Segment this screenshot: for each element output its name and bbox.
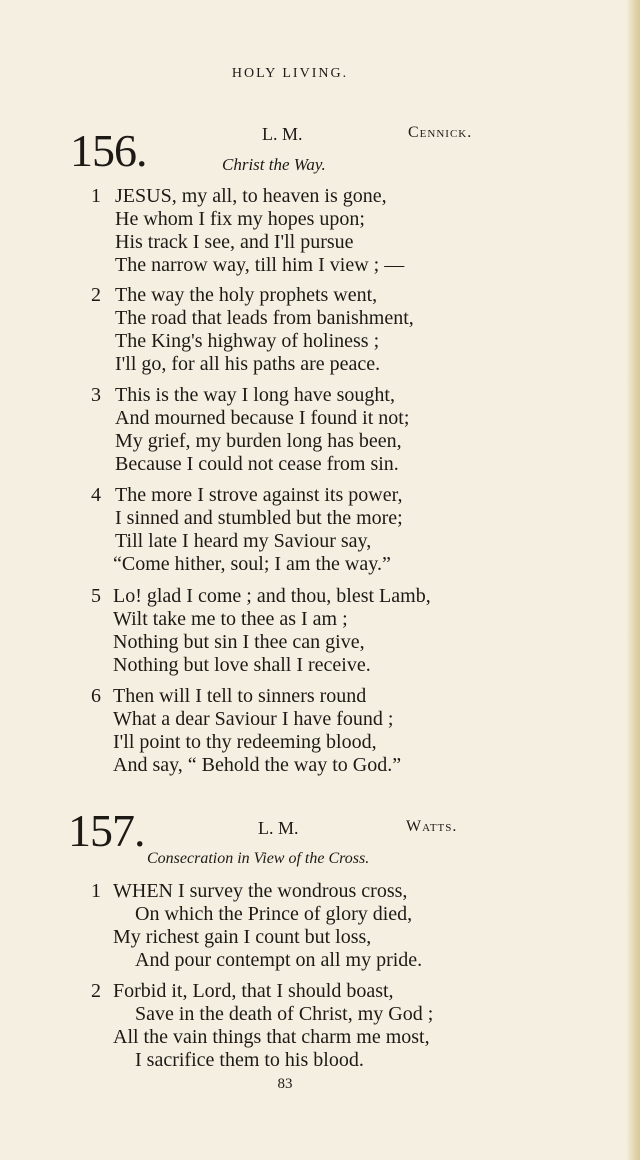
verse-line: Lo! glad I come ; and thou, blest Lamb,: [113, 585, 431, 607]
verse-line: JESUS, my all, to heaven is gone,: [115, 185, 387, 207]
verse-line: Because I could not cease from sin.: [115, 453, 399, 475]
verse-line: I'll go, for all his paths are peace.: [115, 353, 381, 375]
stanza-number: 5: [91, 585, 101, 607]
verse-line: Then will I tell to sinners round: [113, 685, 367, 707]
verse-line: And say, “ Behold the way to God.”: [113, 754, 402, 776]
hymn-author: Watts.: [406, 818, 458, 835]
verse-line: Nothing but sin I thee can give,: [113, 631, 365, 653]
hymn-number: 157.: [68, 805, 145, 856]
verse-line: He whom I fix my hopes upon;: [115, 208, 365, 230]
stanza-number: 3: [91, 384, 101, 406]
verse-line: Nothing but love shall I receive.: [113, 654, 371, 676]
verse-line: On which the Prince of glory died,: [135, 903, 413, 925]
verse-line: And mourned because I found it not;: [115, 407, 410, 429]
verse-line: My grief, my burden long has been,: [115, 430, 402, 452]
running-head: HOLY LIVING.: [231, 66, 349, 81]
verse-line: My richest gain I count but loss,: [113, 926, 372, 948]
verse-line: His track I see, and I'll pursue: [115, 231, 354, 253]
stanza-number: 6: [91, 685, 101, 707]
verse-line: The more I strove against its power,: [115, 484, 403, 506]
verse-line: What a dear Saviour I have found ;: [113, 708, 394, 730]
verse-line: The narrow way, till him I view ; —: [115, 254, 405, 276]
verse-line: The King's highway of holiness ;: [115, 330, 380, 352]
page-number: 83: [277, 1076, 293, 1092]
verse-line: “Come hither, soul; I am the way.”: [113, 553, 391, 575]
verse-line: And pour contempt on all my pride.: [135, 949, 423, 971]
hymn-meter: L. M.: [262, 124, 303, 144]
verse-line: Forbid it, Lord, that I should boast,: [113, 980, 394, 1002]
stanza-number: 4: [91, 484, 101, 506]
verse-line: I sacrifice them to his blood.: [135, 1049, 364, 1071]
hymn-author: Cennick.: [408, 124, 473, 141]
verse-line: The road that leads from banishment,: [115, 307, 414, 329]
verse-line: I'll point to thy redeeming blood,: [113, 731, 377, 753]
verse-line: I sinned and stumbled but the more;: [115, 507, 403, 529]
stanza-number: 1: [91, 880, 101, 902]
verse-line: This is the way I long have sought,: [115, 384, 395, 406]
verse-line: WHEN I survey the wondrous cross,: [113, 880, 408, 902]
verse-line: Wilt take me to thee as I am ;: [113, 608, 348, 630]
hymn-meter: L. M.: [258, 818, 299, 838]
stanza-number: 2: [91, 980, 101, 1002]
hymn-number: 156.: [70, 125, 147, 176]
verse-line: The way the holy prophets went,: [115, 284, 378, 306]
hymn-title: Consecration in View of the Cross.: [147, 850, 370, 867]
stanza-number: 1: [91, 185, 101, 207]
page-edge: [626, 0, 640, 1160]
verse-line: All the vain things that charm me most,: [113, 1026, 430, 1048]
verse-line: Save in the death of Christ, my God ;: [135, 1003, 434, 1025]
verse-line: Till late I heard my Saviour say,: [115, 530, 372, 552]
stanza-number: 2: [91, 284, 101, 306]
hymn-title: Christ the Way.: [222, 155, 326, 174]
